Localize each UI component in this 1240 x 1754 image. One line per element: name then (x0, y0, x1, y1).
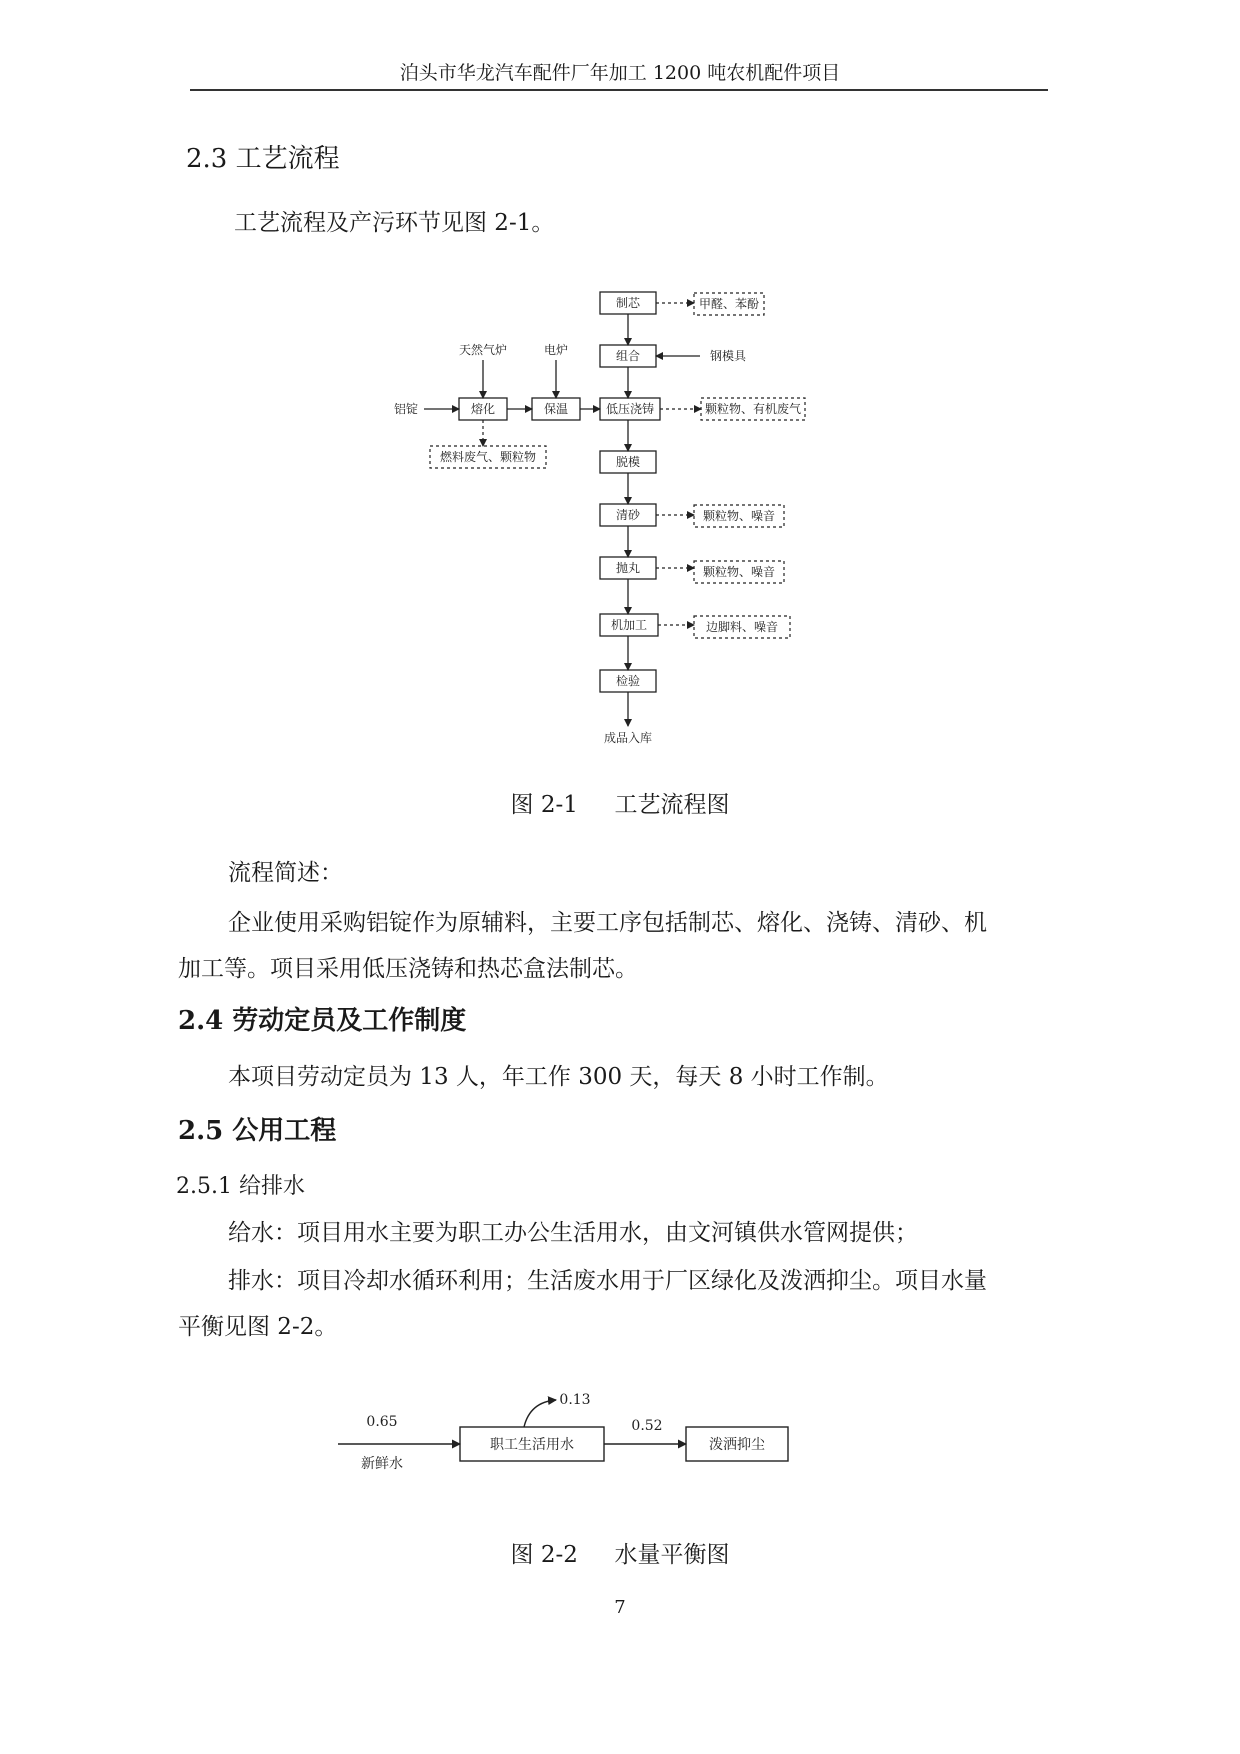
drainage-text-line1: 排水：项目冷却水循环利用；生活废水用于厂区绿化及泼洒抑尘。项目水量 (228, 1268, 987, 1294)
water-mid-value: 0.52 (631, 1418, 663, 1434)
input-dianlu-label: 电炉 (543, 343, 569, 357)
node-dyjz-label: 低压浇铸 (605, 402, 655, 416)
section-2-4-text: 本项目劳动定员为 13 人，年工作 300 天，每天 8 小时工作制。 (228, 1064, 889, 1090)
node-qingsha-label: 清砂 (615, 508, 641, 522)
water-loss-value: 0.13 (559, 1392, 591, 1408)
section-heading-2-5: 2.5 公用工程 (178, 1116, 337, 1146)
water-box-staff-label: 职工生活用水 (490, 1437, 574, 1453)
input-trq-label: 天然气炉 (458, 343, 508, 357)
page-number: 7 (614, 1597, 626, 1618)
water-box-dust-label: 泼洒抑尘 (709, 1437, 765, 1453)
node-jianyan-label: 检验 (615, 674, 641, 688)
water-supply-text: 给水：项目用水主要为职工办公生活用水，由文河镇供水管网提供； (228, 1220, 918, 1246)
output-dyjz-label: 颗粒物、有机废气 (704, 402, 802, 416)
section-heading-2-4: 2.4 劳动定员及工作制度 (178, 1006, 467, 1036)
page-header-title: 泊头市华龙汽车配件厂年加工 1200 吨农机配件项目 (399, 62, 841, 84)
figure-2-2-caption: 图 2-2 水量平衡图 (510, 1542, 730, 1568)
output-paowan-label: 颗粒物、噪音 (702, 565, 776, 579)
drainage-text-line2: 平衡见图 2-2。 (178, 1314, 338, 1340)
output-ronghua-label: 燃料废气、颗粒物 (439, 450, 537, 464)
node-tuomo-label: 脱模 (615, 455, 641, 469)
node-zhixin-label: 制芯 (615, 296, 641, 310)
input-gangmoju-label: 钢模具 (709, 349, 747, 363)
figure-2-1-caption: 图 2-1 工艺流程图 (510, 792, 730, 818)
section-2-3-intro: 工艺流程及产污环节见图 2-1。 (234, 210, 555, 236)
process-desc-line2: 加工等。项目采用低压浇铸和热芯盒法制芯。 (178, 956, 638, 982)
flow-end-label: 成品入库 (603, 731, 653, 745)
output-jijiagong-label: 边脚料、噪音 (705, 620, 779, 634)
node-zuhe-label: 组合 (615, 349, 641, 363)
node-ronghua-label: 熔化 (470, 402, 496, 416)
process-desc-line1: 企业使用采购铝锭作为原辅料，主要工序包括制芯、熔化、浇铸、清砂、机 (228, 910, 987, 936)
water-fresh-value: 0.65 (366, 1414, 398, 1430)
output-qingsha-label: 颗粒物、噪音 (702, 509, 776, 523)
water-fresh-label: 新鲜水 (361, 1456, 403, 1472)
node-baowen-label: 保温 (543, 402, 569, 416)
section-heading-2-5-1: 2.5.1 给排水 (176, 1174, 305, 1199)
output-zhixin-label: 甲醛、苯酚 (698, 297, 760, 311)
process-desc-title: 流程简述： (228, 860, 343, 886)
section-heading-2-3: 2.3 工艺流程 (186, 144, 340, 174)
node-paowan-label: 抛丸 (615, 561, 641, 575)
input-lvding-label: 铝锭 (393, 402, 419, 416)
node-jijiagong-label: 机加工 (610, 618, 648, 632)
